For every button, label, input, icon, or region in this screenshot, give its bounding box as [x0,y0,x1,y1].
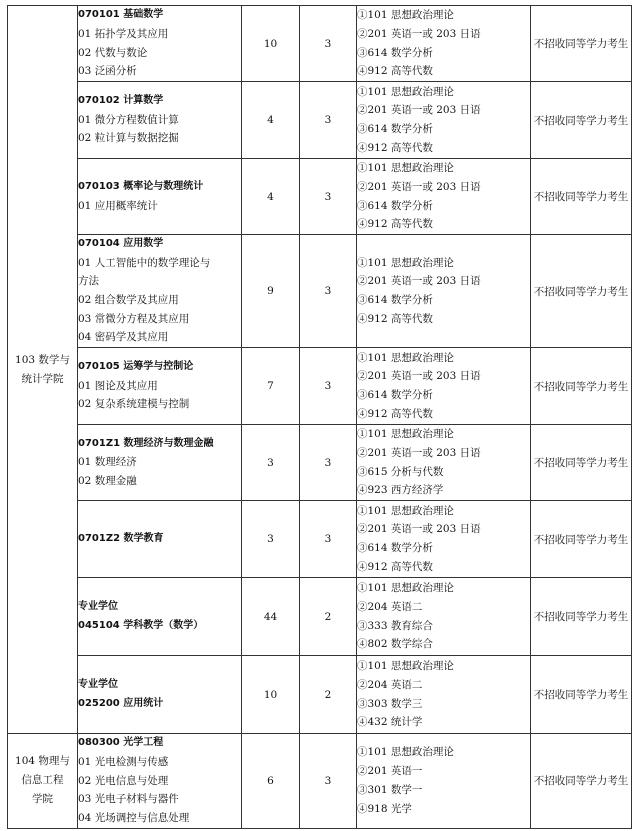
enroll-count: 7 [242,348,300,425]
table-row [8,235,632,348]
research-direction: 方法 [78,275,99,288]
remarks: 不招收同等学力考生 [531,656,632,734]
remarks: 不招收同等学力考生 [531,159,632,235]
study-years: 3 [300,82,357,159]
college-name-line: 103 数学与 [15,353,70,366]
exam-subject: ③303 数学三 [357,697,423,710]
research-direction: 01 图论及其应用 [78,379,158,392]
major-title: 045104 学科教学（数学） [78,619,204,631]
table-row [8,159,632,235]
major-title: 070105 运筹学与控制论 [78,361,194,373]
major-title: 070102 计算数学 [78,94,164,106]
table-row [8,734,632,828]
exam-subject: ④912 高等代数 [357,407,433,420]
major-title: 080300 光学工程 [78,737,164,749]
exam-subject: ①101 思想政治理论 [357,9,454,22]
major-title: 专业学位 [78,600,118,612]
enroll-count: 4 [242,159,300,235]
college-name-line: 统计学院 [21,372,64,385]
exam-subject: ③333 教育综合 [357,619,433,632]
exam-subject: ①101 思想政治理论 [357,428,454,441]
exam-subject: ②201 英语一 [357,765,423,778]
research-direction: 01 人工智能中的数学理论与 [78,256,211,269]
major-cell [78,656,242,734]
exam-subjects-cell [357,578,531,656]
exam-subject: ②201 英语一或 203 日语 [357,446,481,459]
exam-subject: ④912 高等代数 [357,65,433,78]
table-row [8,578,632,656]
exam-subjects-cell [357,656,531,734]
major-cell [78,501,242,578]
study-years: 3 [300,6,357,82]
exam-subject: ④912 高等代数 [357,560,433,573]
research-direction: 01 数理经济 [78,456,137,469]
research-direction: 02 粒计算与数据挖掘 [78,132,179,145]
research-direction: 02 代数与数论 [78,46,148,59]
major-cell [78,348,242,425]
college-name-line: 104 物理与 [15,755,70,768]
exam-subject: ①101 思想政治理论 [357,85,454,98]
exam-subject: ①101 思想政治理论 [357,504,454,517]
remarks: 不招收同等学力考生 [531,425,632,501]
enroll-count: 10 [242,6,300,82]
table-row [8,656,632,734]
table-row [8,501,632,578]
research-direction: 01 光电检测与传感 [78,755,169,768]
exam-subject: ②201 英语一或 203 日语 [357,370,481,383]
exam-subject: ③614 数学分析 [357,46,433,59]
major-cell [78,425,242,501]
remarks: 不招收同等学力考生 [531,82,632,159]
enroll-count: 3 [242,501,300,578]
study-years: 3 [300,425,357,501]
table-row [8,425,632,501]
study-years: 3 [300,348,357,425]
enroll-count: 6 [242,734,300,828]
study-years: 3 [300,159,357,235]
exam-subject: ③614 数学分析 [357,542,433,555]
research-direction: 02 数理金融 [78,474,137,487]
enroll-count: 9 [242,235,300,348]
major-title: 025200 应用统计 [78,697,164,709]
major-cell [78,734,242,828]
major-cell [78,159,242,235]
research-direction: 03 常微分方程及其应用 [78,312,190,325]
major-title: 0701Z1 数理经济与数理金融 [78,437,214,449]
admission-catalog-table [7,5,632,829]
major-cell [78,235,242,348]
exam-subjects-cell [357,348,531,425]
study-years: 3 [300,734,357,828]
exam-subject: ①101 思想政治理论 [357,582,454,595]
exam-subject: ③614 数学分析 [357,294,433,307]
enroll-count: 10 [242,656,300,734]
table-row [8,82,632,159]
major-title: 专业学位 [78,678,118,690]
major-title: 070103 概率论与数理统计 [78,180,204,192]
exam-subject: ④432 统计学 [357,716,423,729]
major-title: 0701Z2 数学教育 [78,532,164,544]
exam-subject: ④923 西方经济学 [357,484,444,497]
major-cell [78,6,242,82]
exam-subjects-cell [357,501,531,578]
remarks: 不招收同等学力考生 [531,578,632,656]
study-years: 2 [300,656,357,734]
exam-subjects-cell [357,82,531,159]
major-cell [78,578,242,656]
research-direction: 02 复杂系统建模与控制 [78,398,190,411]
exam-subject: ③614 数学分析 [357,123,433,135]
major-cell [78,82,242,159]
research-direction: 01 微分方程数值计算 [78,113,179,126]
enroll-count: 44 [242,578,300,656]
research-direction: 01 应用概率统计 [78,199,158,212]
exam-subject: ②201 英语一或 203 日语 [357,27,481,40]
research-direction: 03 泛函分析 [78,65,137,78]
study-years: 2 [300,578,357,656]
remarks: 不招收同等学力考生 [531,6,632,82]
major-title: 070101 基础数学 [78,9,164,21]
exam-subject: ②204 英语二 [357,600,423,613]
exam-subjects-cell [357,734,531,828]
exam-subject: ①101 思想政治理论 [357,660,454,673]
exam-subject: ③301 数学一 [357,783,423,796]
enroll-count: 4 [242,82,300,159]
exam-subjects-cell [357,159,531,235]
remarks: 不招收同等学力考生 [531,348,632,425]
exam-subject: ①101 思想政治理论 [357,162,454,175]
research-direction: 01 拓扑学及其应用 [78,27,169,40]
college-cell [8,734,78,828]
research-direction: 03 光电子材料与器件 [78,793,179,806]
enroll-count: 3 [242,425,300,501]
exam-subjects-cell [357,6,531,82]
exam-subject: ②201 英语一或 203 日语 [357,104,481,117]
research-direction: 02 光电信息与处理 [78,774,169,787]
study-years: 3 [300,501,357,578]
table-row [8,348,632,425]
exam-subject: ④912 高等代数 [357,141,433,154]
table-row [8,6,632,82]
college-cell [8,6,78,734]
remarks: 不招收同等学力考生 [531,235,632,348]
study-years: 3 [300,235,357,348]
research-direction: 02 组合数学及其应用 [78,294,179,307]
exam-subject: ①101 思想政治理论 [357,351,454,364]
exam-subject: ②204 英语二 [357,678,423,691]
college-name-line: 学院 [32,793,53,806]
exam-subject: ④912 高等代数 [357,312,433,325]
exam-subject: ②201 英语一或 203 日语 [357,180,481,193]
exam-subject: ①101 思想政治理论 [357,746,454,759]
exam-subject: ①101 思想政治理论 [357,256,454,269]
exam-subject: ②201 英语一或 203 日语 [357,275,481,288]
exam-subject: ④802 数学综合 [357,638,433,651]
college-name-line: 信息工程 [21,774,64,787]
research-direction: 04 密码学及其应用 [78,331,169,344]
research-direction: 04 光场调控与信息处理 [78,811,190,824]
exam-subject: ③614 数学分析 [357,389,433,402]
remarks: 不招收同等学力考生 [531,734,632,828]
table-body [8,6,632,829]
exam-subjects-cell [357,235,531,348]
exam-subjects-cell [357,425,531,501]
exam-subject: ③614 数学分析 [357,199,433,212]
exam-subject: ④912 高等代数 [357,218,433,231]
exam-subject: ④918 光学 [357,802,412,815]
major-title: 070104 应用数学 [78,238,164,249]
exam-subject: ②201 英语一或 203 日语 [357,523,481,536]
exam-subject: ③615 分析与代数 [357,465,444,478]
remarks: 不招收同等学力考生 [531,501,632,578]
